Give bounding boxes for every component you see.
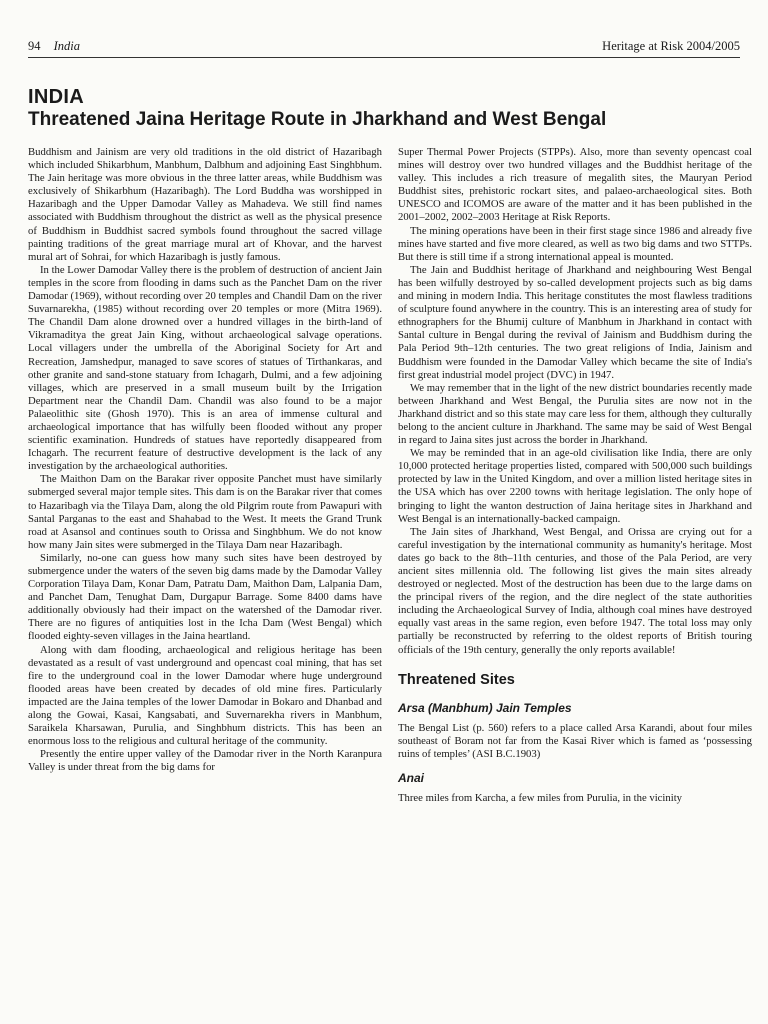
paragraph: Buddhism and Jainism are very old traditions in the old district of Hazaribagh which included Shikarbhum, Manbhum, Dalbhum and adjoining East Singhbhum. The Jain heritage was more obvious in the three latter areas, while Buddhism was exclusively of Shikarbhum (Hazaribagh). The Lord Buddha was worshipped in Hazaribagh and the Upper Damodar Valley as Mahadeva. We still find names associated with Buddhism throughout the district as well as the physical presence of Buddhism in Buddhist sacred symbols found throughout the sacred village painting traditions of the great marriage mural art of Khovar, and the harvest mural art of Sohrai, for which Hazaribagh is justly famous. [28, 146, 382, 263]
article-subtitle: Threatened Jaina Heritage Route in Jharkhand and West Bengal [28, 109, 607, 130]
left-column [28, 146, 382, 1006]
section-heading-threatened-sites: Threatened Sites [398, 671, 515, 688]
paragraph: Similarly, no-one can guess how many such sites have been destroyed by submergence under the waters of the seven big dams made by the Damodar Valley Corporation Tilaya Dam, Konar Dam, Patratu Dam, Maithon Dam, Lalpania Dam, and Panchet Dam, Tenughat Dam, Durgapur Barrage. Some 8400 dams have additionally obviously had their impact on the watershed of the Damodar river. There are no figures of antiquities lost in the Icha Dam (West Bengal) which flooded eighty-seven villages in the Jaina heartland. [28, 551, 382, 643]
header-publication: Heritage at Risk 2004/2005 [602, 39, 740, 53]
site-text-anai: Three miles from Karcha, a few miles from Purulia, in the vicinity [398, 791, 683, 804]
header-rule [28, 57, 740, 58]
header-section: India [53, 39, 81, 53]
right-column [398, 146, 752, 1006]
site-heading-anai: Anai [398, 770, 425, 785]
paragraph: The mining operations have been in their first stage since 1986 and already five mines have started and five more cleared, as well as two big dams and two STTPs. But there is still time if a strong international appeal is mounted. [398, 224, 752, 263]
paragraph: The Maithon Dam on the Barakar river opposite Panchet must have similarly submerged several major temple sites. This dam is on the Barakar river that comes to Hazaribagh via the Tilaya Dam, along the old Pilgrim route from Pawapuri with Santal Parganas to the east and Shahabad to the West. It meets the Grand Trunk road at Asansol and continues south to Orissa and Singhbhum. We do not know how many Jain sites were submerged in the Tilaya Dam near Hazaribagh. [28, 473, 382, 551]
body-columns [28, 146, 752, 1006]
paragraph: We may remember that in the light of the new district boundaries recently made between Jharkhand and West Bengal, the Purulia sites are now not in the Jharkhand district and so this state may care less for them, although they culturally belong to the ancient culture in Jharkhand. The same may be said of West Bengal in regard to Jaina sites just across the border in Jharkhand. [398, 381, 752, 447]
paragraph: Presently the entire upper valley of the Damodar river in the North Karanpura Valley is under threat from the big dams for [28, 748, 382, 774]
header-left [28, 39, 80, 54]
running-header [28, 36, 740, 54]
paragraph: Along with dam flooding, archaeological and religious heritage has been devastated as a result of vast underground and opencast coal mining, that has set fire to the underground coal in the lower Damodar where huge underground flooded areas have been created by decades of old mine fires. Particularly impacted are the Jaina temples of the lower Damodar in Bokaro and Dhanbad and along the Gowai, Kasai, Kangsabati, and Suvernarekha rivers in Manbhum, Saraikela Kharsawan, Purulia, and Singhbhum districts. This has been an enormous loss to the religious and cultural heritage of the community. [28, 643, 382, 748]
paragraph: Super Thermal Power Projects (STPPs). Also, more than seventy opencast coal mines will destroy over two hundred villages and the Buddhist heritage of the valley. This includes a rich treasure of megalith sites, the Mauryan Period Buddhist sites, prehistoric rockart sites, and palaeo-archaeological sites. Both UNESCO and ICOMOS are aware of the matter and it has been published in the 2001–2002, 2002–2003 Heritage at Risk Reports. [398, 146, 752, 224]
article-title [28, 86, 740, 131]
country-heading: INDIA [28, 86, 84, 108]
site-text-arsa: The Bengal List (p. 560) refers to a place called Arsa Karandi, about four miles southeast of Boram not far from the Kasai River which is famed as ‘possessing ruins of temples’ (ASI B.C.1903) [398, 721, 752, 760]
site-heading-arsa: Arsa (Manbhum) Jain Temples [398, 700, 572, 715]
paragraph: The Jain sites of Jharkhand, West Bengal, and Orissa are crying out for a careful investigation by the international community as humanity's heritage. Most dates go back to the 8th–11th centuries, and those of the Pala Period, are very ancient sites millennia old. The following list gives the main sites already destroyed or neglected. Most of the destruction has been due to the large dams on the principal rivers of the region, and the dire neglect of the state authorities including the Archaeological Survey of India, although coal mines have destroyed equally vast areas in the same region, even before 1947. The total loss may only partially be reconstructed by referring to the oldest reports of British touring officials of the 19th century, generally the only reports available! [398, 525, 752, 656]
paragraph: We may be reminded that in an age-old civilisation like India, there are only 10,000 protected heritage properties listed, compared with 500,000 such buildings protected by law in the United Kingdom, and over a million listed heritage sites in the USA which has over 2200 towns with heritage legislation. The only hope of bringing to light the wanton destruction of Jaina heritage sites in Jharkhand and West Bengal is an internationally-backed campaign. [398, 447, 752, 525]
paragraph: In the Lower Damodar Valley there is the problem of destruction of ancient Jain temples in the score from flooding in dams such as the Panchet Dam on the river Damodar (1969), without recording over 20 temples and Chandil Dam on the river Suvarnarekha, (1985) without recording over 20 temples or more (Mitra 1969). The Chandil Dam alone drowned over a hundred villages in the birth-land of Vikramaditya the great Jain King, without archaeological salvage operations. Local villagers under the umbrella of the Aboriginal Society for Art and Recreation, Jamshedpur, managed to save scores of statues of Tirthankaras, and other granite and sand-stone statuary from Ichagarh, Dulmi, and a few adjoining villages, which are preserved in a small museum built by the Irrigation Department near the Chandil Dam. Chandil was also found to be a major Palaeolithic site (Ghosh 1970). This is an area of immense cultural and archaeological importance that has wilfully been flooded without any proper scientific examination. Hundreds of statues have reportedly disappeared from Ichagarh. The recurrent feature of destructive development is the lack of any investigation by the archaeological authorities. [28, 263, 382, 473]
paragraph: The Jain and Buddhist heritage of Jharkhand and neighbouring West Bengal has been wilfully destroyed by so-called development projects such as big dams and mining in modern India. This heritage constitutes the most flawless traditions of sculpture found anywhere in the country. This is an interesting area of study for ethnographers for the Bhumij culture of Manbhum in Jharkhand in contact with Santal culture in Bengal during the revival of Jainism and Buddhism during the Pala Period 9th–12th centuries. The two great religions of India, Jainism and Buddhism were founded in the Damodar Valley which became the site of India's first great industrial model project (DVC) in 1947. [398, 263, 752, 381]
page-number: 94 [28, 39, 41, 53]
